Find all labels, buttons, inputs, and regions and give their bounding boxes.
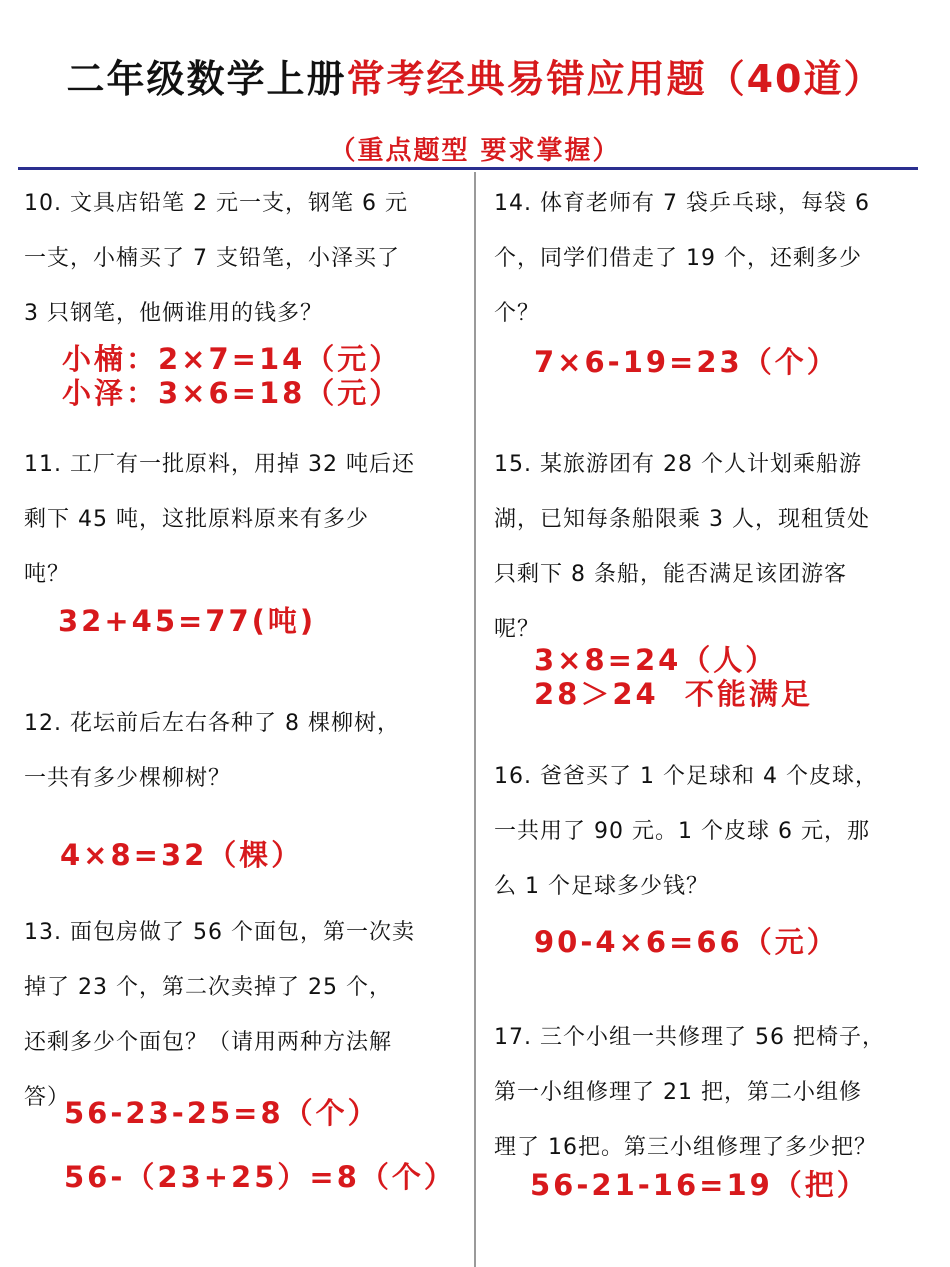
title-red-part: 常考经典易错应用题（40道）	[346, 57, 884, 101]
answer-17: 56-21-16=19（把）	[530, 1168, 869, 1202]
question-17: 17. 三个小组一共修理了 56 把椅子， 第一小组修理了 21 把，第二小组修 理了 16把。第三小组修理了多少把？	[494, 1025, 885, 1160]
answer-15-b: 28＞24 不能满足	[534, 677, 813, 711]
answer-16: 90-4×6=66（元）	[534, 925, 839, 959]
question-14: 14. 体育老师有 7 袋乒乓球，每袋 6 个，同学们借走了 19 个，还剩多少 个？	[494, 191, 870, 326]
question-12: 12. 花坛前后左右各种了 8 棵柳树， 一共有多少棵柳树？	[24, 711, 400, 791]
answer-13-b: 56-（23+25）=8（个）	[64, 1160, 456, 1194]
answer-10-b: 小泽：3×6=18（元）	[62, 376, 402, 410]
column-divider	[474, 172, 476, 1267]
answer-15-a: 3×8=24（人）	[534, 643, 778, 677]
title-black-part: 二年级数学上册	[66, 57, 347, 101]
question-13: 13. 面包房做了 56 个面包，第一次卖 掉了 23 个，第二次卖掉了 25 个， 还剩多少个面包？（请用两种方法解 答）	[24, 920, 415, 1110]
question-10: 10. 文具店铅笔 2 元一支，钢笔 6 元 一支，小楠买了 7 支铅笔，小泽买了 3 只钢笔，他俩谁用的钱多？	[24, 191, 408, 326]
question-11: 11. 工厂有一批原料，用掉 32 吨后还 剩下 45 吨，这批原料原来有多少 吨？	[24, 452, 415, 587]
header-divider	[18, 167, 918, 170]
answer-11: 32+45=77(吨)	[58, 604, 317, 638]
answer-13-a: 56-23-25=8（个）	[64, 1096, 380, 1130]
page-subtitle: （重点题型 要求掌握）	[329, 136, 621, 166]
question-16: 16. 爸爸买了 1 个足球和 4 个皮球， 一共用了 90 元。1 个皮球 6 元，那 么 1 个足球多少钱？	[494, 764, 878, 899]
answer-14: 7×6-19=23（个）	[534, 345, 839, 379]
page-title	[0, 48, 950, 103]
question-15: 15. 某旅游团有 28 个人计划乘船游 湖，已知每条船限乘 3 人，现租赁处 只剩下 8 条船，能否满足该团游客 呢？	[494, 452, 870, 642]
answer-12: 4×8=32（棵）	[60, 838, 304, 872]
answer-10-a: 小楠：2×7=14（元）	[62, 342, 402, 376]
